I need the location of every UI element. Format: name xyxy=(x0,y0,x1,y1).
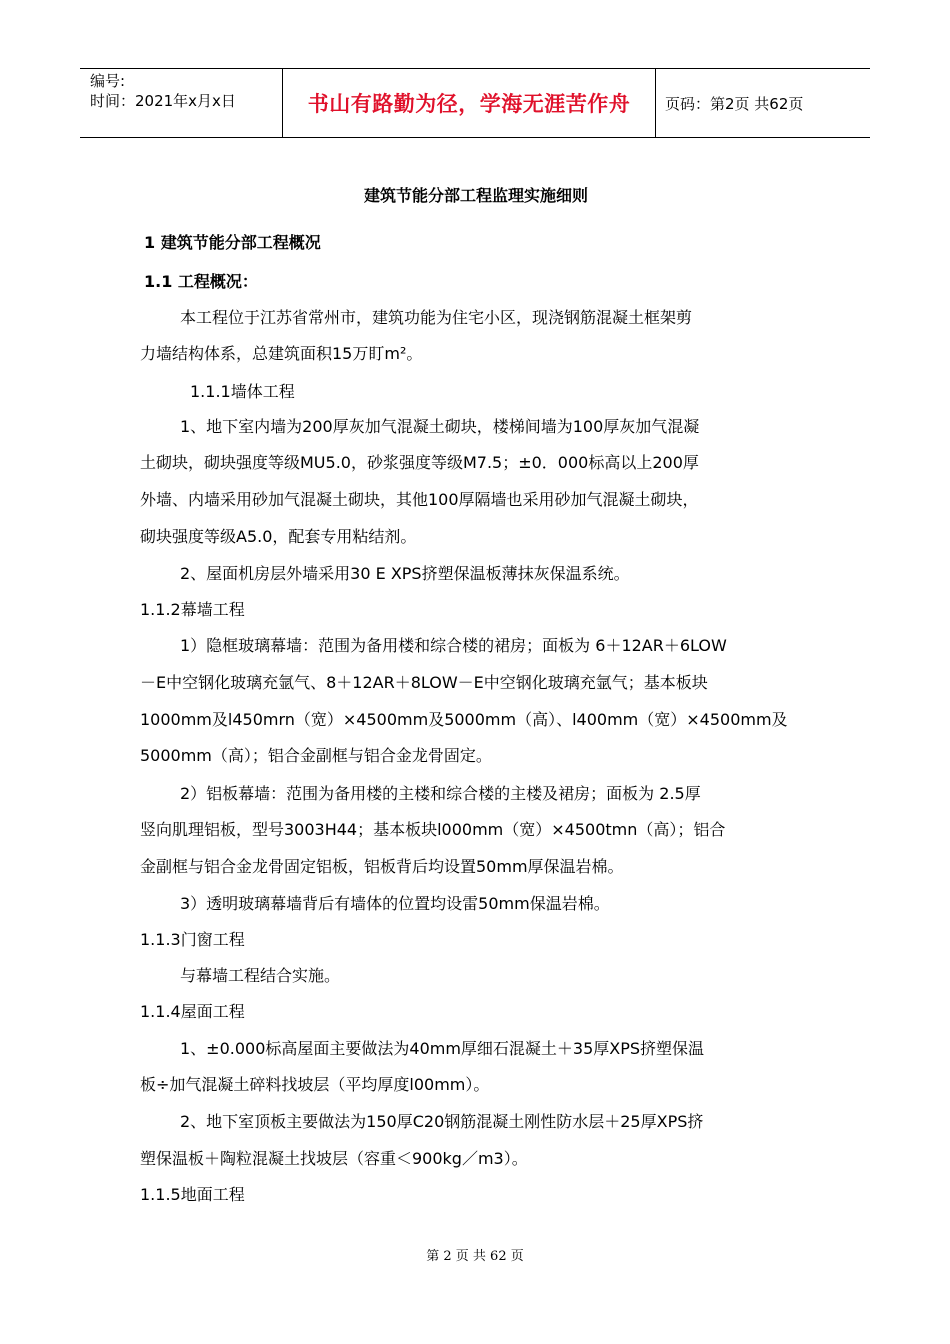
header-page-number: 页码：第2页 共62页 xyxy=(665,94,804,113)
curtain-wall-item-2-line-3: 金副框与铝合金龙骨固定铝板，铝板背后均设置50mm厚保温岩棉。 xyxy=(140,857,624,876)
wall-item-1-line-3: 外墙、内墙采用砂加气混凝土砌块，其他100厚隔墙也采用砂加气混凝土砌块， xyxy=(140,490,699,509)
curtain-wall-item-2-line-1: 2）铝板幕墙：范围为备用楼的主楼和综合楼的主楼及裙房；面板为 2.5厚 xyxy=(180,784,701,803)
curtain-wall-item-1-line-3: 1000mm及l450mrn（宽）×4500mm及5000mm（高）、l400mm（宽）×4500mm及 xyxy=(140,710,788,729)
page-header xyxy=(80,68,870,138)
wall-item-2: 2、屋面机房层外墙采用30 E XPS挤塑保温板薄抹灰保温系统。 xyxy=(180,564,630,583)
wall-item-1-line-2: 土砌块，砌块强度等级MU5.0，砂浆强度等级M7.5；±0．000标高以上200厚 xyxy=(140,453,699,472)
roof-item-1-line-1: 1、±0.000标高屋面主要做法为40mm厚细石混凝土＋35厚XPS挤塑保温 xyxy=(180,1039,705,1058)
paragraph-overview-line-1: 本工程位于江苏省常州市，建筑功能为住宅小区，现浇钢筋混凝土框架剪 xyxy=(180,308,693,327)
curtain-wall-item-1-line-2: －E中空钢化玻璃充氩气、8＋12AR＋8LOW－E中空钢化玻璃充氩气；基本板块 xyxy=(140,673,708,692)
header-motto: 书山有路勤为径，学海无涯苦作舟 xyxy=(307,92,631,116)
curtain-wall-item-1-line-1: 1）隐框玻璃幕墙：范围为备用楼和综合楼的裙房；面板为 6＋12AR＋6LOW xyxy=(180,636,727,655)
heading-1-1-3: 1.1.3门窗工程 xyxy=(140,930,245,949)
wall-item-1-line-4: 砌块强度等级A5.0，配套专用粘结剂。 xyxy=(140,527,417,546)
heading-1-1-5: 1.1.5地面工程 xyxy=(140,1185,245,1204)
section-heading-1: 1 建筑节能分部工程概况 xyxy=(144,233,321,252)
document-title: 建筑节能分部工程监理实施细则 xyxy=(363,186,588,205)
roof-item-2-line-1: 2、地下室顶板主要做法为150厚C20钢筋混凝土刚性防水层＋25厚XPS挤 xyxy=(180,1112,704,1131)
paragraph-overview-line-2: 力墙结构体系，总建筑面积15万盯m²。 xyxy=(140,344,423,363)
document-time-label: 时间：2021年x月x日 xyxy=(90,92,236,110)
roof-item-1-line-2: 板÷加气混凝土碎料找坡层（平均厚度l00mm）。 xyxy=(140,1075,490,1094)
heading-1-1-2: 1.1.2幕墙工程 xyxy=(140,600,245,619)
curtain-wall-item-1-line-4: 5000mm（高）；铝合金副框与铝合金龙骨固定。 xyxy=(140,746,492,765)
curtain-wall-item-2-line-2: 竖向肌理铝板，型号3003H44；基本板块l000mm（宽）×4500tmn（高）；铝合 xyxy=(140,820,726,839)
heading-1-1-4: 1.1.4屋面工程 xyxy=(140,1002,245,1021)
header-motto-cell xyxy=(282,69,656,137)
heading-1-1-1: 1.1.1墙体工程 xyxy=(190,382,295,401)
header-meta xyxy=(80,69,282,137)
curtain-wall-item-3: 3）透明玻璃幕墙背后有墙体的位置均设雷50mm保温岩棉。 xyxy=(180,894,610,913)
page-footer: 第 2 页 共 62 页 xyxy=(426,1249,524,1264)
document-number-label: 编号: xyxy=(90,72,126,90)
section-heading-1-1: 1.1 工程概况： xyxy=(144,272,258,291)
wall-item-1-line-1: 1、地下室内墙为200厚灰加气混凝土砌块，楼梯间墙为100厚灰加气混凝 xyxy=(180,417,700,436)
header-page-cell xyxy=(656,69,870,137)
roof-item-2-line-2: 塑保温板＋陶粒混凝土找坡层（容重＜900kg／m3）。 xyxy=(140,1149,528,1168)
door-window-text: 与幕墙工程结合实施。 xyxy=(180,966,341,985)
